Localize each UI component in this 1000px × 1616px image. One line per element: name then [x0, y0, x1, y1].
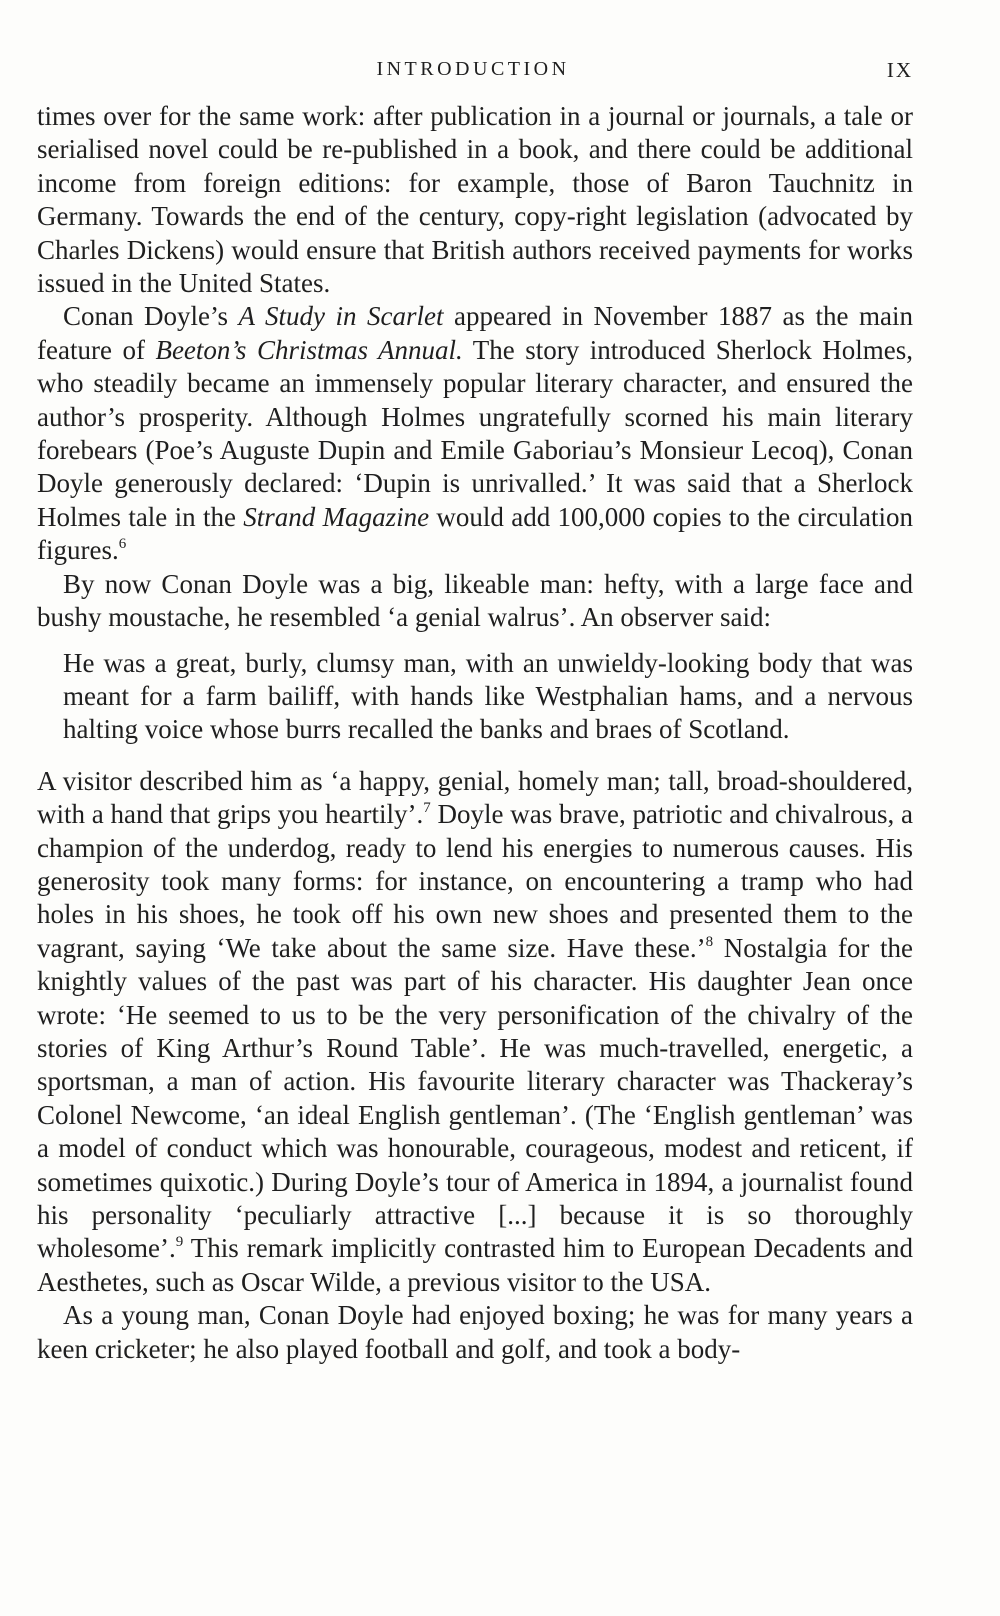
title-beetons-christmas-annual: Beeton’s Christmas Annual. — [155, 334, 463, 365]
block-quote: He was a great, burly, clumsy man, with an unwieldy-looking body that was meant for a farm bailiff, with hands like Westphalian hams, and a nervous halting voice whose burrs recalled the banks and braes of Scotland. — [63, 647, 913, 745]
paragraph-4: A visitor described him as ‘a happy, genial, homely man; tall, broad-shouldered, with a hand that grips you heartily’.$^7$ Doyle was brave, patriotic and chivalrous, a champion of the underdog, ready to lend his energies to numerous causes. His generosity took many forms: for instance, on encountering a tramp who had holes in his shoes, he took off his own new shoes and presented them to the vagrant, saying ‘We take about the same size. Have these.’$^8$ Nostalgia for the knightly values of the past was part of his character. His daughter Jean once wrote: ‘He seemed to us to be the very personification of the chivalry of the stories of King Arthur’s Round Table’. He was much-travelled, energetic, a sportsman, a man of action. His favourite literary character was Thackeray’s Colonel Newcome, ‘an ideal English gentleman’. (The ‘English gentleman’ was a model of conduct which was honourable, courageous, modest and reticent, if sometimes quixotic.) During Doyle’s tour of America in 1894, a journalist found his personality ‘peculiarly attractive [...] because it is so thoroughly wholesome’.$^9$ This remark implicitly contrasted him to European Decadents and Aesthetes, such as Oscar Wilde, a previous visitor to the USA. — [37, 765, 914, 1297]
footnote-ref-8: 8 — [705, 933, 714, 950]
paragraph-3: By now Conan Doyle was a big, likeable man: hefty, with a large face and bushy moustache, he resembled ‘a genial walrus’. An observer said: — [37, 568, 913, 633]
title-strand-magazine: Strand Magazine — [243, 501, 430, 532]
paragraph-5: As a young man, Conan Doyle had enjoyed boxing; he was for many years a keen cricketer; he also played football and golf, and took a body- — [37, 1300, 913, 1364]
running-head — [33, 58, 913, 86]
running-head-title: INTRODUCTION — [376, 58, 570, 80]
body-text — [37, 100, 913, 1366]
footnote-ref-7: 7 — [423, 800, 431, 817]
paragraph-1: times over for the same work: after publication in a journal or journals, a tale or serialised novel could be re-published in a book, and there could be additional income from foreign editions: for example, those of Baron Tauchnitz in Germany. Towards the end of the century, copy-right legislation (advocated by Charles Dickens) would ensure that British authors received payments for works issued in the United States. — [37, 101, 913, 299]
page-number: IX — [886, 58, 913, 82]
paragraph-2: Conan Doyle’s A Study in Scarlet appeared in November 1887 as the main feature of Beeton’s Christmas Annual. The story introduced Sherlock Holmes, who steadily became an immensely popular literary character, and ensured the author’s prosperity. Although Holmes ungratefully scorned his main literary forebears (Poe’s Auguste Dupin and Emile Gaboriau’s Monsieur Lecoq), Conan Doyle generously declared: ‘Dupin is unrivalled.’ It was said that a Sherlock Holmes tale in the Strand Magazine would add 100,000 copies to the circulation figures.$^6$ — [37, 301, 913, 566]
title-a-study-in-scarlet: A Study in Scarlet — [238, 301, 444, 332]
footnote-ref-9: 9 — [175, 1234, 184, 1251]
footnote-ref-6: 6 — [118, 536, 127, 553]
